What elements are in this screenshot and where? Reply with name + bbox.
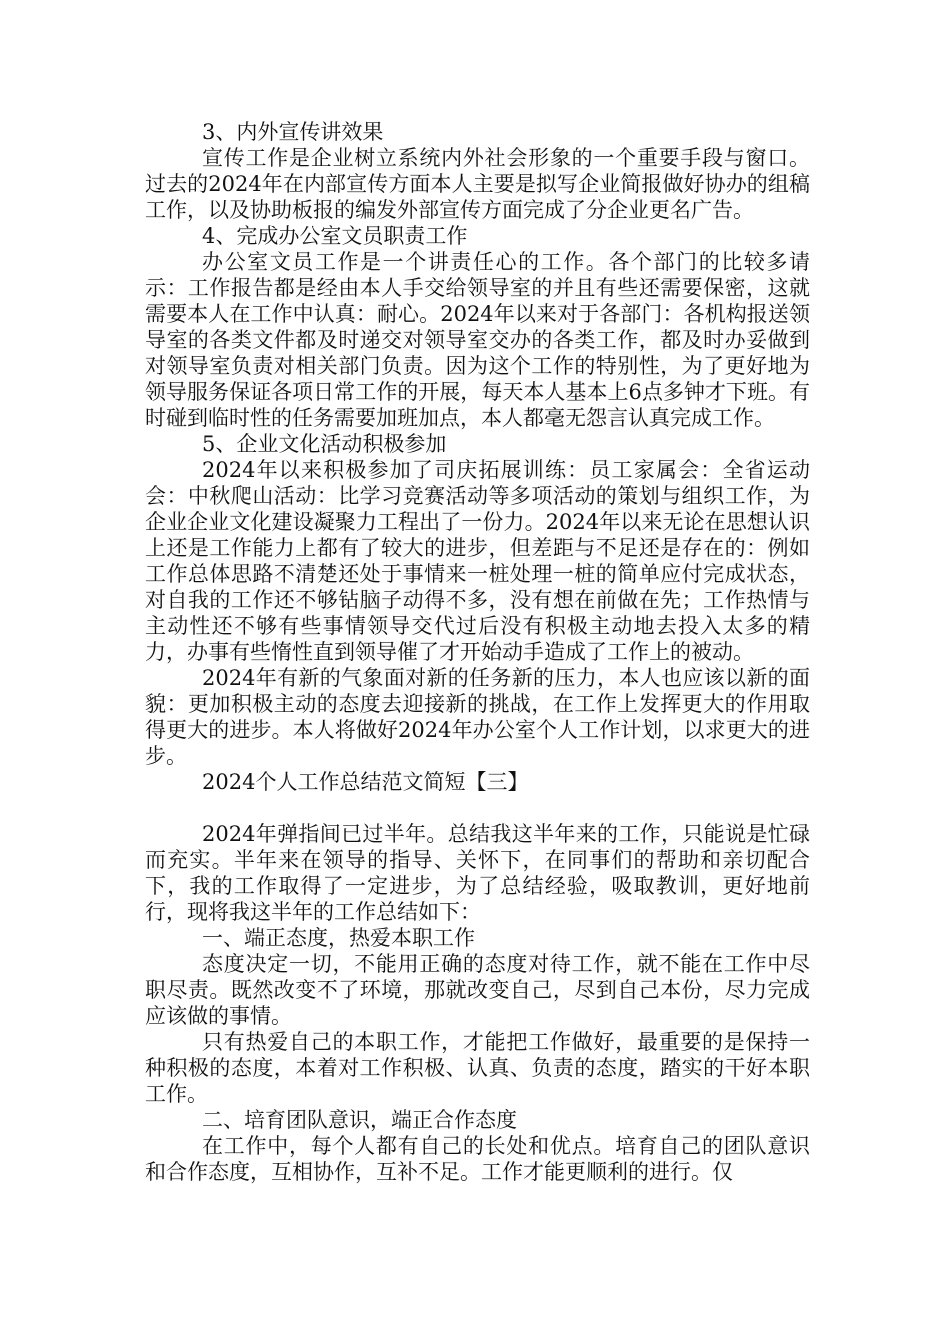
paragraph-attitude: 态度决定一切，不能用正确的态度对待工作，就不能在工作中尽职尽责。既然改变不了环境，那就改变自己，尽到自己本份，尽力完成应该做的事情。	[145, 952, 810, 1028]
section-heading-two: 二、培育团队意识，端正合作态度	[202, 1108, 517, 1132]
paragraph-culture-activities: 2024年以来积极参加了司庆拓展训练：员工家属会：全省运动会：中秋爬山活动：比学习竞赛活动等多项活动的策划与组织工作，为企业企业文化建设凝聚力工程出了一份力。2024年以来无论在思想认识上还是工作能力上都有了较大的进步，但差距与不足还是存在的：例如工作总体思路不清楚还处于事情来一桩处理一桩的简单应付完成状态，对自我的工作还不够钻脑子动得不多，没有想在前做在先；工作热情与主动性还不够有些事情领导交代过后没有积极主动地去投入太多的精力，办事有些惰性直到领导催了才开始动手造成了工作上的被动。	[145, 458, 810, 664]
paragraph-teamwork: 在工作中，每个人都有自己的长处和优点。培育自己的团队意识和合作态度，互相协作，互补不足。工作才能更顺利的进行。仅	[145, 1134, 810, 1184]
section-heading-3: 3、内外宣传讲效果	[202, 120, 384, 144]
paragraph-office-duties: 办公室文员工作是一个讲责任心的工作。各个部门的比较多请示：工作报告都是经由本人手交给领导室的并且有些还需要保密，这就需要本人在工作中认真：耐心。2024年以来对于各部门：各机构报送领导室的各类文件都及时递交对领导室交办的各类工作，都及时办妥做到对领导室负责对相关部门负责。因为这个工作的特别性，为了更好地为领导服务保证各项日常工作的开展，每天本人基本上6点多钟才下班。有时碰到临时性的任务需要加班加点，本人都毫无怨言认真完成工作。	[145, 250, 810, 430]
paragraph-new-year-plan: 2024年有新的气象面对新的任务新的压力，本人也应该以新的面貌：更加积极主动的态度去迎接新的挑战，在工作上发挥更大的作用取得更大的进步。本人将做好2024年办公室个人工作计划，以求更大的进步。	[145, 666, 810, 768]
section-heading-5: 5、企业文化活动积极参加	[202, 432, 447, 456]
paragraph-publicity: 宣传工作是企业树立系统内外社会形象的一个重要手段与窗口。过去的2024年在内部宣传方面本人主要是拟写企业简报做好协办的组稿工作，以及协助板报的编发外部宣传方面完成了分企业更名广告。	[145, 146, 810, 222]
paragraph-love-work: 只有热爱自己的本职工作，才能把工作做好，最重要的是保持一种积极的态度，本着对工作积极、认真、负责的态度，踏实的干好本职工作。	[145, 1030, 810, 1106]
blank-line	[145, 795, 810, 821]
document-subtitle-3: 2024个人工作总结范文简短【三】	[202, 770, 529, 794]
section-heading-4: 4、完成办公室文员职责工作	[202, 224, 468, 248]
section-heading-one: 一、端正态度，热爱本职工作	[202, 926, 475, 950]
document-page	[145, 119, 810, 1185]
paragraph-half-year-intro: 2024年弹指间已过半年。总结我这半年来的工作，只能说是忙碌而充实。半年来在领导的指导、关怀下，在同事们的帮助和亲切配合下，我的工作取得了一定进步，为了总结经验，吸取教训，更好地前行，现将我这半年的工作总结如下：	[145, 822, 810, 924]
